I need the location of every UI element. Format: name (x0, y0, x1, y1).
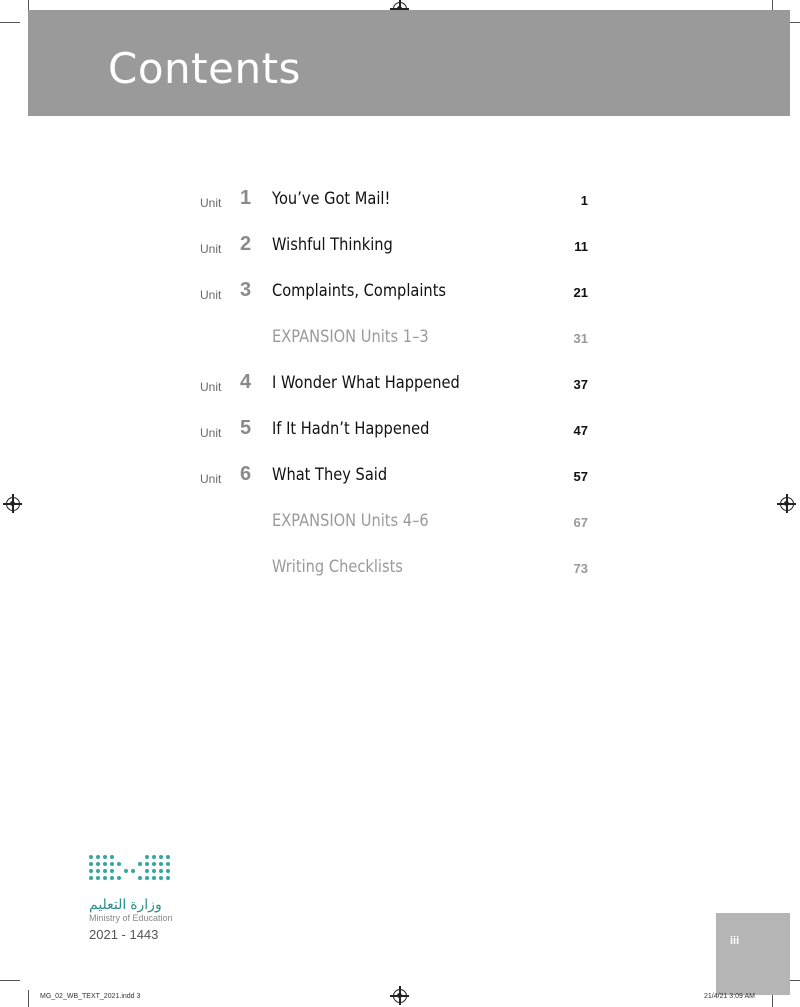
ministry-english-name: Ministry of Education (89, 913, 173, 923)
entry-page-number: 1 (580, 193, 588, 208)
folio-box (716, 913, 790, 995)
toc-row (0, 187, 800, 217)
entry-title: I Wonder What Happened (272, 373, 460, 393)
crop-mark (0, 22, 20, 23)
toc-row (0, 417, 800, 447)
toc-row (0, 279, 800, 309)
crop-mark (28, 990, 29, 1007)
entry-page-number: 47 (573, 423, 588, 438)
entry-title: Complaints, Complaints (272, 281, 447, 301)
slug-datetime: 21/4/21 3:09 AM (704, 993, 755, 1000)
entry-title: If It Hadn’t Happened (272, 419, 430, 439)
toc-row (0, 325, 800, 355)
entry-title: EXPANSION Units 1–3 (272, 327, 429, 347)
unit-number: 3 (240, 279, 252, 301)
entry-page-number: 31 (573, 331, 588, 346)
unit-number: 6 (240, 463, 252, 485)
registration-mark-icon (393, 989, 407, 1003)
entry-title: EXPANSION Units 4–6 (272, 511, 429, 531)
unit-label: Unit (200, 380, 222, 394)
entry-title: Writing Checklists (272, 557, 403, 577)
entry-page-number: 21 (573, 285, 588, 300)
entry-title: What They Said (272, 465, 388, 485)
entry-page-number: 37 (573, 377, 588, 392)
entry-page-number: 57 (573, 469, 588, 484)
toc-row (0, 371, 800, 401)
slug-filename: MG_02_WB_TEXT_2021.indd 3 (40, 993, 141, 1000)
ministry-arabic-name: وزارة التعليم (89, 896, 162, 912)
entry-title: Wishful Thinking (272, 235, 393, 255)
toc-row (0, 463, 800, 493)
toc-row (0, 233, 800, 263)
unit-label: Unit (200, 196, 222, 210)
unit-label: Unit (200, 242, 222, 256)
entry-page-number: 73 (573, 561, 588, 576)
ministry-logo-icon (89, 855, 170, 883)
unit-number: 1 (240, 187, 252, 209)
crop-mark (28, 0, 29, 10)
crop-mark (0, 980, 20, 981)
toc-row (0, 555, 800, 585)
toc-row (0, 509, 800, 539)
entry-title: You’ve Got Mail! (272, 189, 391, 209)
unit-label: Unit (200, 472, 222, 486)
unit-number: 4 (240, 371, 252, 393)
unit-label: Unit (200, 426, 222, 440)
edition-years: 2021 - 1443 (89, 927, 159, 942)
entry-page-number: 11 (574, 239, 588, 254)
entry-page-number: 67 (573, 515, 588, 530)
unit-number: 2 (240, 233, 252, 255)
page-number: iii (730, 935, 740, 947)
unit-number: 5 (240, 417, 252, 439)
unit-label: Unit (200, 288, 222, 302)
page-title: Contents (108, 44, 301, 93)
